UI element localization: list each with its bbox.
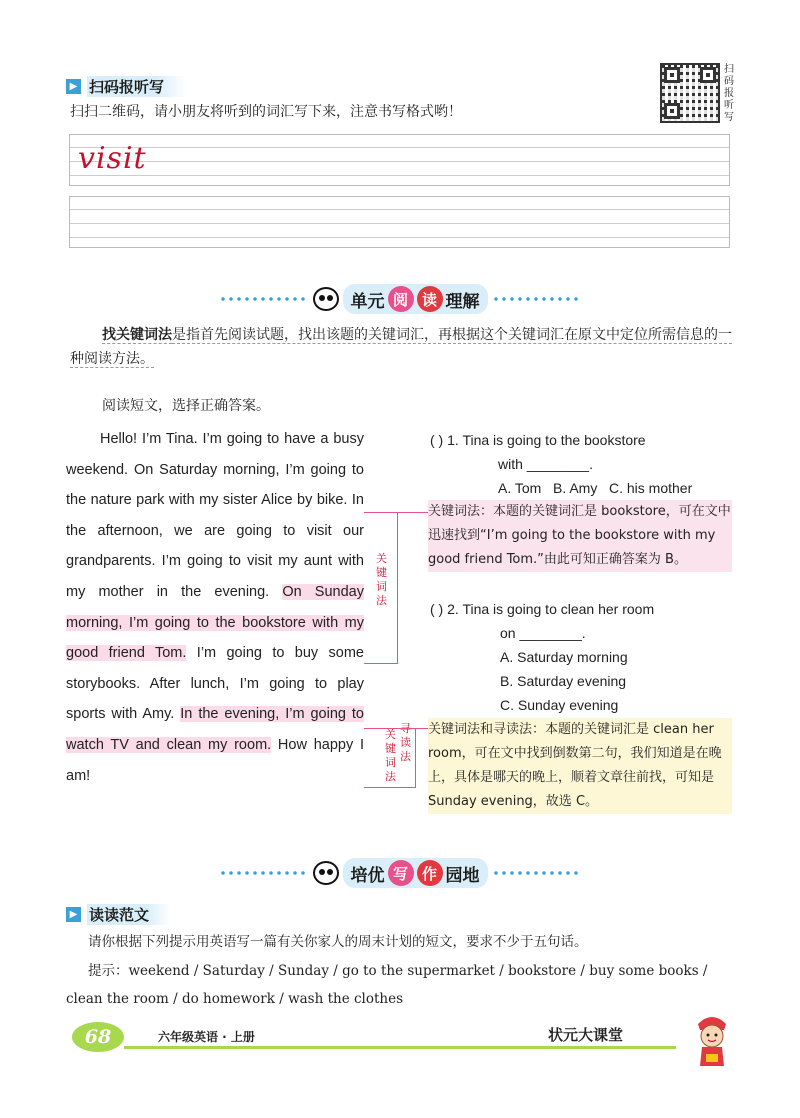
panda-icon [313, 861, 339, 885]
passage-highlight-2: In the evening, I’m going to watch TV and clean my room. [66, 706, 364, 753]
question-2-stem: Tina is going to clean her room [462, 601, 655, 617]
reading-banner-ring2: 读 [417, 286, 443, 312]
question-1-options[interactable]: A. Tom B. Amy C. his mother [498, 480, 693, 496]
footer-line [124, 1046, 676, 1049]
handwritten-word: visit [78, 141, 147, 176]
passage-text-1: Hello! I’m Tina. I’m going to have a busy weekend. On Saturday morning, I’m going to the nature park with my sister Alice by bike. In the afternoon, we are going to visit our grandparents. I’m going to visit my aunt with my mother in the evening. [66, 431, 364, 600]
connector-line-2 [416, 728, 428, 729]
passage-highlight-1: On Sunday morning, I’m going to the bookstore with my good friend Tom. [66, 583, 364, 662]
reading-banner-part2: 理解 [445, 291, 480, 312]
page-footer [0, 1018, 800, 1078]
method-text: 是指首先阅读试题，找出该题的关键词汇，再根据这个关键词汇在原文中定位所需信息的一种阅读方法。 [70, 327, 732, 367]
book-brand: 状元大课堂 [548, 1026, 624, 1044]
writing-box-2[interactable] [69, 196, 730, 248]
question-1 [430, 428, 646, 452]
book-grade: 六年级英语 · 上册 [158, 1030, 255, 1044]
side-label-scan: 寻读法 [400, 722, 411, 763]
side-label-keyword-1: 关键词法 [376, 552, 387, 607]
writing-banner [0, 858, 800, 888]
essay-prompt: 请你根据下列提示用英语写一篇有关你家人的周末计划的短文，要求不少于五句话。 [88, 934, 588, 950]
page-number: 68 [72, 1022, 124, 1052]
passage-text-2: I’m going to buy some storybooks. After lunch, I’m going to play sports with Amy. [66, 645, 364, 723]
question-2-option-b[interactable]: B. Saturday evening [500, 673, 627, 689]
writing-box-1[interactable] [69, 134, 730, 186]
essay-hints: 提示：weekend / Saturday / Sunday / go to the supermarket / bookstore / buy some books / clean the room / do homework / wash the clothes [66, 963, 708, 1007]
connector-line-1 [398, 512, 428, 513]
question-2-number: 2. [447, 601, 459, 617]
answer-bracket-1[interactable]: ( ) [430, 432, 444, 448]
writing-banner-part2: 园地 [445, 865, 480, 886]
writing-banner-ring1: 写 [388, 860, 414, 886]
method-description [70, 323, 735, 371]
reading-banner [0, 284, 800, 314]
essay-section-header [66, 904, 171, 925]
qr-code[interactable] [660, 63, 720, 123]
essay-section-title: 读读范文 [87, 904, 171, 925]
connector-bracket-2 [364, 728, 416, 788]
connector-bracket-1 [364, 512, 398, 664]
writing-banner-ring2: 作 [417, 860, 443, 886]
reading-banner-part1: 单元 [350, 291, 385, 312]
question-2-stem-cont: on ________. [500, 625, 586, 641]
arrow-icon: ▶ [66, 79, 81, 94]
listen-instruction: 扫扫二维码，请小朋友将听到的词汇写下来，注意书写格式哟！ [70, 104, 462, 120]
question-2 [430, 597, 654, 621]
note-2: 关键词法和寻读法：本题的关键词汇是 clean her room，可在文中找到倒数第二句，我们知道是在晚上，具体是哪天的晚上，顺着文章往前找，可知是 Sunday evening，故选 C。 [428, 718, 732, 814]
listen-section-title: 扫码报听写 [87, 76, 186, 97]
reading-task: 阅读短文，选择正确答案。 [102, 398, 270, 414]
listen-section-header [66, 76, 186, 97]
reading-passage [66, 424, 364, 791]
side-label-keyword-2: 关键词法 [385, 728, 396, 783]
writing-banner-part1: 培优 [350, 865, 385, 886]
mascot-icon [690, 1010, 734, 1070]
question-1-stem: Tina is going to the bookstore [462, 432, 646, 448]
note-1: 关键词法：本题的关键词汇是 bookstore，可在文中迅速找到“I’m going to the bookstore with my good friend Tom.”由此可知正确答案为 B。 [428, 500, 732, 572]
question-2-option-a[interactable]: A. Saturday morning [500, 649, 628, 665]
answer-bracket-2[interactable]: ( ) [430, 601, 444, 617]
method-name: 找关键词法 [102, 327, 172, 343]
passage-text-3: How happy I am! [66, 736, 364, 784]
arrow-icon: ▶ [66, 907, 81, 922]
question-1-number: 1. [447, 432, 459, 448]
question-1-stem-cont: with ________. [498, 456, 593, 472]
reading-banner-ring1: 阅 [388, 286, 414, 312]
question-2-option-c[interactable]: C. Sunday evening [500, 697, 619, 713]
qr-label: 扫码报听写 [724, 64, 734, 123]
panda-icon [313, 287, 339, 311]
